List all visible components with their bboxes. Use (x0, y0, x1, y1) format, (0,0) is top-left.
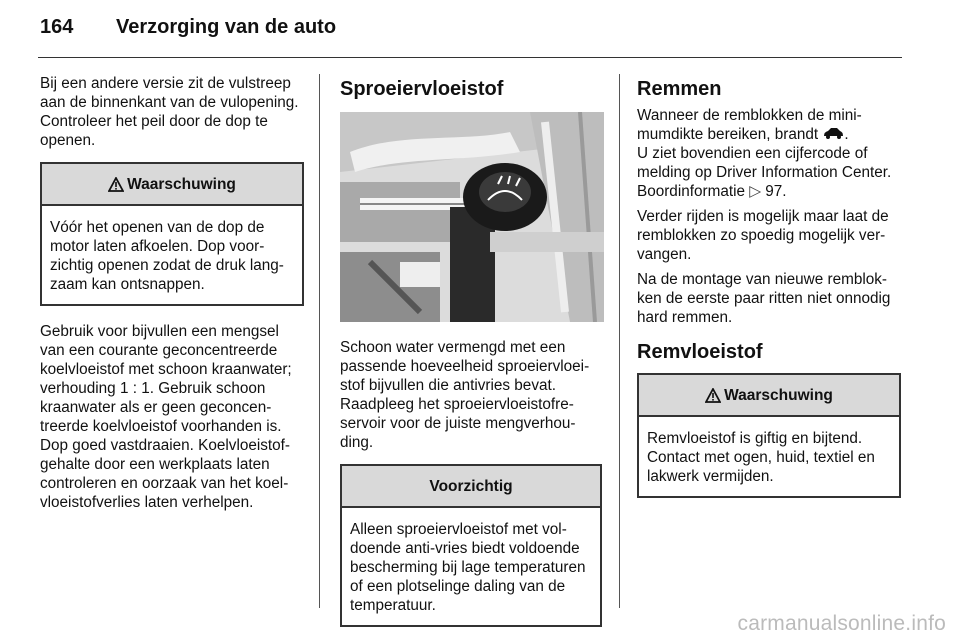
brakes-para-1c: U ziet bovendien een cijfercode of melding op Driver Information Center. Boordinformatie (637, 145, 892, 201)
warning-triangle-icon (705, 388, 721, 403)
warning-title-2: Waarschuwing (724, 386, 833, 404)
washer-fluid-heading: Sproeiervloeistof (340, 78, 504, 100)
warning-triangle-icon (108, 177, 124, 192)
warning-box-coolant (40, 162, 304, 306)
column-1 (40, 74, 304, 522)
brakes-para-3: Na de montage van nieuwe remblokken de eerste paar ritten niet onnodig hard remmen. (637, 271, 891, 327)
warning-text-2: Remvloeistof is giftig en bijtend. Contact met ogen, huid, textiel en lakwerk vermijden. (647, 430, 875, 486)
caution-text: Alleen sproeiervloeistof met voldoende anti-vries biedt voldoende bescherming bij lage temperaturen of een plotselinge daling van de temperatuur. (350, 521, 586, 614)
page-header (40, 16, 336, 39)
header-rule (38, 57, 902, 58)
washer-reservoir-photo (340, 112, 604, 322)
column-2 (340, 74, 602, 643)
page-title: Verzorging van de auto (116, 16, 337, 38)
caution-box (340, 464, 602, 627)
brake-fluid-heading: Remvloeistof (637, 341, 763, 364)
column-divider-1 (319, 74, 320, 608)
coolant-intro: Bij een andere versie zit de vulstreep aan de binnenkant van de vulopening. Controleer het peil door de dop te openen. (40, 75, 299, 149)
warning-header-2 (639, 375, 899, 417)
warning-header (42, 164, 302, 206)
brakes-para-1b: . (844, 126, 849, 143)
page-reference[interactable]: 97. (765, 183, 787, 201)
warning-text: Vóór het openen van de dop de motor laten afkoelen. Dop voorzichtig openen zodat de druk langzaam kan ontsnappen. (50, 219, 284, 293)
brakes-para-2: Verder rijden is mogelijk maar laat de remblokken zo spoedig mogelijk vervangen. (637, 208, 889, 264)
coolant-body: Gebruik voor bijvullen een mengsel van een courante geconcentreerde koelvloeistof met schoon kraanwater; verhouding 1 : 1. Gebruik schoon kraanwater als er geen geconcentreerde koelvloeistof voorhanden is. Dop goed vastdraaien. Koelvloeistofgehalte door een werkplaats laten controleren en oorzaak van het koelvloeistofverlies laten verhelpen. (40, 323, 292, 511)
brakes-para-1a: Wanneer de remblokken de minimumdikte bereiken, brandt (637, 107, 862, 143)
page-number: 164 (40, 16, 74, 38)
brakes-para-1 (637, 106, 901, 201)
column-3 (637, 74, 901, 514)
brake-warning-car-icon (822, 125, 844, 144)
caution-title: Voorzichtig (429, 477, 513, 495)
warning-title: Waarschuwing (127, 175, 236, 193)
washer-fluid-body: Schoon water vermengd met een passende hoeveelheid sproeiervloeistof bijvullen die antivries bevat. Raadpleeg het sproeiervloeistofreservoir voor de juiste mengverhouding. (340, 339, 590, 451)
page-reference-icon: ▷ (749, 183, 761, 201)
warning-box-brake-fluid (637, 373, 901, 498)
column-divider-2 (619, 74, 620, 608)
caution-header (342, 466, 600, 508)
watermark: carmanualsonline.info (737, 612, 946, 635)
brakes-heading: Remmen (637, 78, 722, 100)
